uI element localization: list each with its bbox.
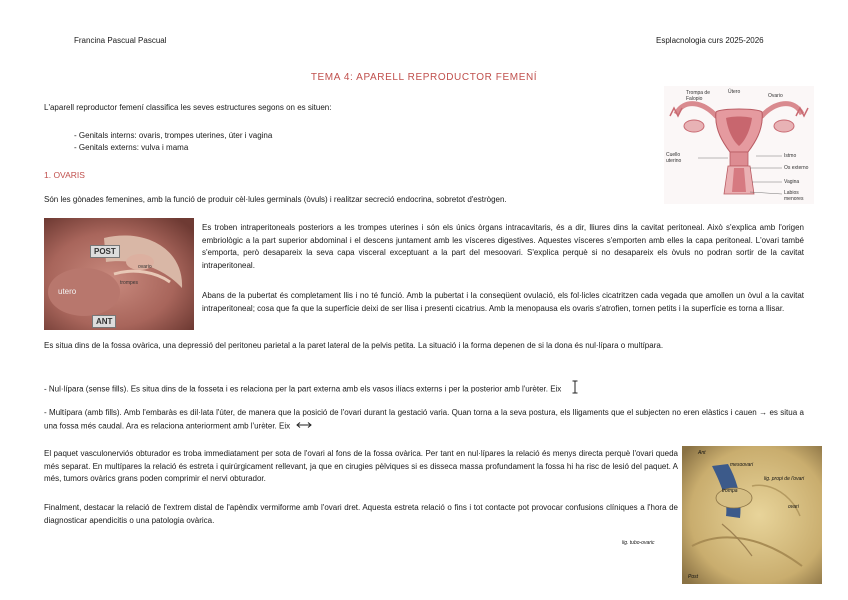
bullet-external: - Genitals externs: vulva i mama [74,142,272,154]
label-trompes-photo: trompes [120,280,139,286]
bullet-list [74,130,272,154]
label-lig-propi: lig. propi de l'ovari [764,476,805,482]
label-specimen-ant: Ant [698,450,706,456]
paragraph-apendix: Finalment, destacar la relació de l'extrem distal de l'apèndix vermiforme amb l'ovari dret. Aquesta estreta relació o fins i tot contacte pot provocar confusions clíniques a l'hora de diagnosticar apendicitis o una patologia ovàrica. [44,503,678,525]
bullet-internal: - Genitals interns: ovaris, trompes uterines, úter i vagina [74,130,272,142]
label-labios: Labios menores [784,190,804,202]
vertical-axis-arrow-icon [572,380,578,399]
label-istmo: Istmo [784,153,797,159]
paragraph-gonades: Són les gònades femenines, amb la funció de produir cèl·lules germinals (òvuls) i realitzar secreció endocrina, sobretot d'estrògen. [44,195,507,204]
nulipara-text: - Nul·lípara (sense fills). Es situa dins de la fosseta i es relaciona per la part externa amb els vasos ilíacs externs i per la posterior amb l'urèter. Eix [44,384,562,394]
label-ant: ANT [92,315,116,328]
label-ovario: Ovario [768,93,783,99]
label-cuello: Cuello uterino [666,152,682,164]
label-specimen-ovari: ovari [788,504,799,510]
uterus-diagram [664,86,814,204]
paragraph-pubertat: Abans de la pubertat és completament llis i no té funció. Amb la pubertat i la conseqüent ovulació, els fol·licles cicatritzen cada vegada que amollen un òvul a la cavitat intraperitoneal; cosa que fa que la superfície deixi de ser llisa i presenti cicatrius. Amb la menopausa els ovaris s'atrofien, tornen petits i la superfície es torna a llisar. [202,291,804,313]
paragraph-fossa: Es situa dins de la fossa ovàrica, una depressió del peritoneu parietal a la paret lateral de la pelvis petita. La situació i la forma depenen de si la dona és nul·lípara o multípara. [44,341,664,350]
label-specimen-post: Post [688,574,699,580]
label-os: Os externo [784,165,809,171]
horizontal-axis-arrow-icon [296,420,312,433]
label-post: POST [90,245,120,258]
label-specimen-trompa: trompa [722,488,738,494]
label-utero: Útero [728,89,741,95]
uterus-illustration [664,86,814,204]
label-utero-photo: utero [58,287,77,296]
label-lig-tubo-ovaric: lig. tubo-ovaric [622,540,655,546]
page-title: TEMA 4: APARELL REPRODUCTOR FEMENÍ [310,72,538,83]
label-vagina: Vagina [784,179,800,185]
dissection-illustration [44,218,194,330]
paragraph-multipara [44,407,804,433]
label-trompa: Trompa de Falopio [686,90,710,102]
section-heading-ovaris: 1. OVARIS [44,170,85,180]
paragraph-nulipara [44,380,804,399]
header-course: Esplacnologia curs 2025-2026 [656,36,764,45]
paragraph-intraperitoneal: Es troben intraperitoneals posteriors a les trompes uterines i són els únics òrgans intracavitaris, és a dir, lliures dins la cavitat peritoneal. Això s'explica amb l'origen embriològic a la part superior abdominal i el descens juntament amb les vísceres digestives. Aquestes vísceres s'emporten amb elles la capa peritoneal. L'ovari també s'emporta, però desapareix la seva capa visceral exceptuant a la part del mesoovari. S'explica perquè si no desapareix els òvuls no podran sortir de la cavitat intraperitoneal. [202,223,804,270]
multipara-text: - Multípara (amb fills). Amb l'embaràs es dil·lata l'úter, de manera que la posició de l'ovari durant la gestació varia. Quan torna a la seva postura, els lligaments que el subjecten no eren elàstics i cauen → es situa a una fossa més caudal. Ara es relaciona anteriorment amb l'urèter. Eix [44,408,804,430]
intro-text: L'aparell reproductor femení classifica les seves estructures segons on es situen: [44,103,332,112]
specimen-photo [682,446,822,584]
dissection-photo [44,218,194,330]
header-author: Francina Pascual Pascual [74,36,167,45]
label-ovario-photo: ovario [138,264,152,270]
paragraph-paquet: El paquet vasculonerviós obturador es troba immediatament per sota de l'ovari al fons de la fossa ovàrica. Per tant en nul·lípares la relació és menys directa perquè l'ovari queda més separat. En multípares la relació és estreta i quirúrgicament rellevant, ja que en cirugies pèlviques si es disseca massa profundament la fossa hi ha risc de lesió del paquet. A més, tumors ovàrics grans poden comprimir el nervi obturador. [44,449,678,484]
label-mesoovari: mesoovari [730,462,754,468]
